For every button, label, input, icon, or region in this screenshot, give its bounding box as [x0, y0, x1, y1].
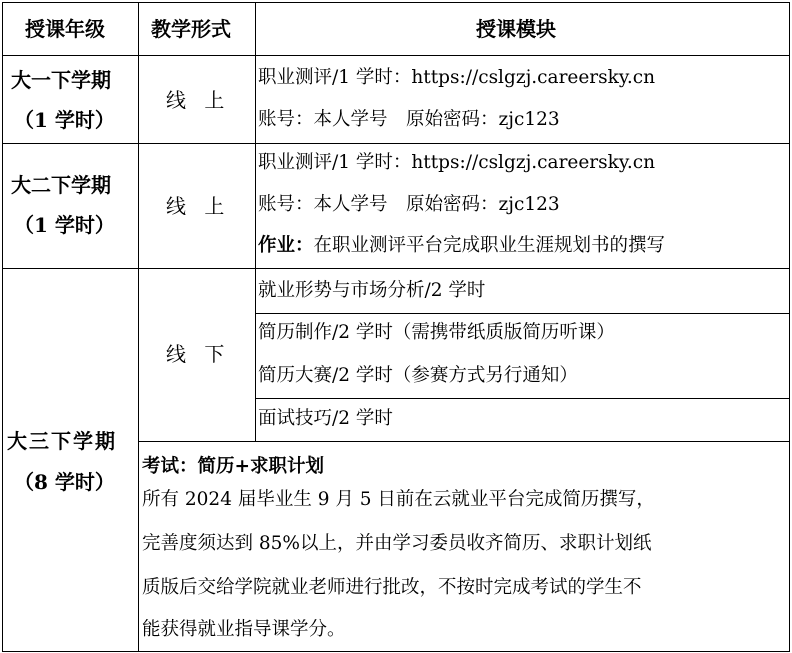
row-divider-header — [2, 55, 790, 56]
row-divider-1 — [2, 143, 790, 144]
row2-mode: 线 上 — [166, 194, 231, 218]
row1-hours: （1 学时） — [14, 108, 115, 132]
module-item: 简历制作/2 学时（需携带纸质版简历听课） — [258, 322, 615, 343]
row2-line2: 账号：本人学号 原始密码：zjc123 — [258, 194, 560, 215]
module-item: 面试技巧/2 学时 — [258, 408, 393, 429]
col-divider-1 — [138, 2, 139, 652]
row3-grade: 大三下学期 — [7, 429, 117, 453]
exam-divider — [138, 441, 790, 442]
border-bottom — [2, 651, 790, 652]
header-grade: 授课年级 — [25, 17, 105, 41]
homework-text: 在职业测评平台完成职业生涯规划书的撰写 — [313, 235, 666, 256]
row1-line2: 账号：本人学号 原始密码：zjc123 — [258, 109, 560, 130]
border-right — [789, 2, 790, 652]
exam-line: 质版后交给学院就业老师进行批改，不按时完成考试的学生不 — [142, 577, 642, 598]
homework-label: 作业： — [258, 235, 314, 256]
header-mode: 教学形式 — [151, 17, 231, 41]
row-divider-2 — [2, 268, 790, 269]
exam-title: 考试：简历+求职计划 — [142, 456, 325, 477]
module-divider-1 — [255, 313, 790, 314]
row1-mode: 线 上 — [166, 88, 231, 112]
module-divider-2 — [255, 398, 790, 399]
row3-mode: 线 下 — [166, 342, 231, 366]
module-item: 就业形势与市场分析/2 学时 — [258, 280, 486, 301]
row2-grade: 大二下学期 — [11, 173, 111, 197]
row2-line1: 职业测评/1 学时：https://cslgzj.careersky.cn — [258, 152, 656, 173]
exam-line: 能获得就业指导课学分。 — [142, 619, 346, 640]
row3-hours: （8 学时） — [14, 470, 115, 494]
header-module: 授课模块 — [476, 17, 556, 41]
module-item: 简历大赛/2 学时（参赛方式另行通知） — [258, 365, 578, 386]
exam-line: 所有 2024 届毕业生 9 月 5 日前在云就业平台完成简历撰写， — [142, 489, 655, 510]
row1-grade: 大一下学期 — [11, 68, 111, 92]
border-left — [2, 2, 3, 652]
row1-line1: 职业测评/1 学时：https://cslgzj.careersky.cn — [258, 67, 656, 88]
border-top — [2, 2, 790, 3]
row2-homework — [258, 237, 665, 256]
exam-line: 完善度须达到 85%以上，并由学习委员收齐简历、求职计划纸 — [142, 533, 652, 554]
row2-hours: （1 学时） — [14, 213, 115, 237]
col-divider-2 — [255, 2, 256, 442]
